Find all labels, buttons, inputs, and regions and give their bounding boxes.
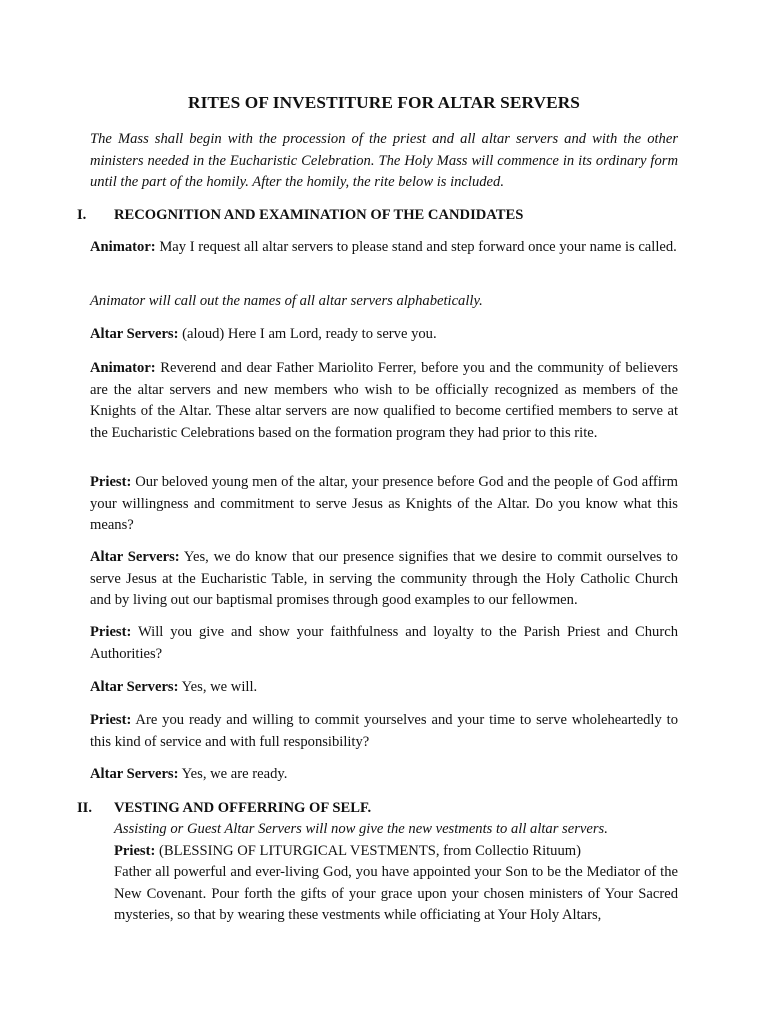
section-1-number: I. (77, 207, 87, 223)
dialogue-text: Will you give and show your faithfulness and loyalty to the Parish Priest and Church Authorities? (90, 624, 678, 662)
dialogue-paragraph-6 (90, 547, 678, 612)
document-title: RITES OF INVESTITURE FOR ALTAR SERVERS (188, 93, 580, 112)
section-1-heading: RECOGNITION AND EXAMINATION OF THE CANDIDATES (114, 207, 524, 223)
dialogue-paragraph-10 (90, 764, 678, 786)
speaker-label: Altar Servers: (90, 549, 180, 565)
section-2-number: II. (77, 800, 93, 816)
speaker-label: Priest: (90, 712, 132, 728)
dialogue-text: May I request all altar servers to please stand and step forward once your name is called. (159, 239, 677, 255)
intro-paragraph: The Mass shall begin with the procession of the priest and all altar servers and with the other ministers needed in the Eucharistic Celebration. The Holy Mass will commence in its ordinary form until the part of the homily. After the homily, the rite below is included. (90, 131, 678, 191)
dialogue-text: Yes, we are ready. (181, 766, 288, 782)
dialogue-text: Reverend and dear Father Mariolito Ferrer, before you and the community of believers are the altar servers and new members who wish to be officially recognized as members of the Knights of the Altar. These altar servers are now qualified to become certified members to serve at the Eucharistic Celebrations based on the formation program they had prior to this rite. (90, 360, 679, 441)
dialogue-text: Are you ready and willing to commit yourselves and your time to serve wholeheartedly to this kind of service and with full responsibility? (90, 712, 679, 750)
dialogue-text: Yes, we will. (181, 679, 258, 695)
speaker-label: Altar Servers: (90, 326, 179, 342)
speaker-label: Altar Servers: (90, 679, 179, 695)
dialogue-paragraph-9 (90, 710, 678, 753)
rubric-paragraph: Animator will call out the names of all altar servers alphabetically. (90, 293, 483, 309)
dialogue-paragraph-4 (90, 358, 678, 444)
speaker-label: Priest: (90, 624, 132, 640)
dialogue-text: Our beloved young men of the altar, your presence before God and the people of God affirm your willingness and commitment to serve Jesus as Knights of the Altar. Do you know what this means? (90, 474, 678, 534)
section-2-instruction: Assisting or Guest Altar Servers will now give the new vestments to all altar servers. (114, 821, 608, 837)
section-2-body (114, 819, 678, 927)
priest-blessing-line (114, 841, 678, 863)
dialogue-paragraph-1 (90, 237, 678, 259)
speaker-label: Altar Servers: (90, 766, 179, 782)
speaker-label: Priest: (90, 474, 132, 490)
dialogue-paragraph-5 (90, 472, 678, 537)
speaker-label: Animator: (90, 239, 156, 255)
speaker-label: Priest: (114, 842, 156, 859)
speaker-label: Animator: (90, 360, 156, 376)
dialogue-paragraph-7 (90, 622, 678, 665)
dialogue-text: Yes, we do know that our presence signifies that we desire to commit ourselves to serve Jesus at the Eucharistic Table, in serving the community through the Holy Catholic Church and by living out our baptismal promises through good examples to our fellowmen. (90, 549, 678, 609)
dialogue-paragraph-3 (90, 324, 678, 346)
blessing-note: (BLESSING OF LITURGICAL VESTMENTS, from Collectio Rituum) (158, 842, 581, 859)
blessing-prayer: Father all powerful and ever-living God, you have appointed your Son to be the Mediator of the New Covenant. Pour forth the gifts of your grace upon your chosen ministers of Your Sacred mysteries, so that by wearing these vestments while officiating at Your Holy Altars, (114, 864, 678, 924)
dialogue-paragraph-8 (90, 677, 678, 699)
section-2-heading: VESTING AND OFFERRING OF SELF. (114, 800, 372, 816)
dialogue-text: (aloud) Here I am Lord, ready to serve you. (182, 326, 437, 342)
